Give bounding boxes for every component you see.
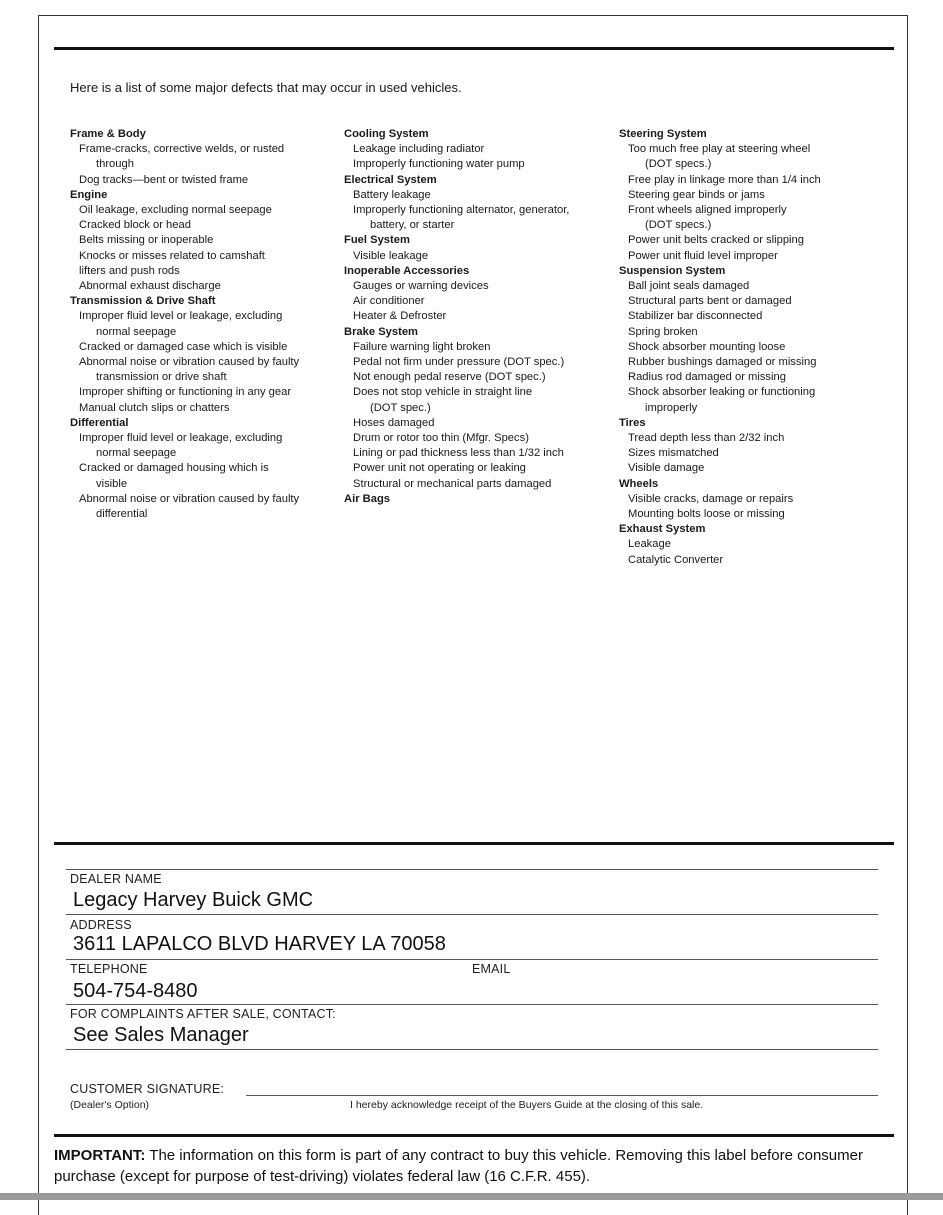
defect-item: Too much free play at steering wheel xyxy=(628,143,811,156)
defect-item: Heater & Defroster xyxy=(353,310,447,323)
defect-category-heading: Cooling System xyxy=(344,128,429,140)
defect-item: Frame-cracks, corrective welds, or rusted xyxy=(79,143,285,156)
defect-item: Belts missing or inoperable xyxy=(79,234,214,247)
defect-category-heading: Steering System xyxy=(619,128,707,140)
defect-item: Oil leakage, excluding normal seepage xyxy=(79,204,272,217)
defect-item: Leakage including radiator xyxy=(353,143,485,156)
defect-item: Free play in linkage more than 1/4 inch xyxy=(628,173,821,186)
defect-item: Manual clutch slips or chatters xyxy=(79,401,230,414)
signature-line[interactable] xyxy=(246,1095,878,1096)
defect-item: Shock absorber leaking or functioning xyxy=(628,386,816,399)
email-label: EMAIL xyxy=(472,962,511,976)
defect-item: Air conditioner xyxy=(353,295,425,308)
telephone-line xyxy=(66,1004,878,1005)
defect-item: Battery leakage xyxy=(353,188,431,201)
defect-item: Mounting bolts loose or missing xyxy=(628,508,785,521)
defect-item: Structural or mechanical parts damaged xyxy=(353,477,552,490)
defect-item: Failure warning light broken xyxy=(353,340,491,353)
defect-item: Dog tracks—bent or twisted frame xyxy=(79,173,249,186)
customer-signature-label: CUSTOMER SIGNATURE: xyxy=(70,1082,225,1096)
dealer-name-line xyxy=(66,914,878,915)
important-rule xyxy=(54,1134,894,1137)
defect-item: transmission or drive shaft xyxy=(96,371,227,384)
defect-item: Hoses damaged xyxy=(353,416,435,429)
defect-item: Shock absorber mounting loose xyxy=(628,340,786,353)
defect-category-heading: Brake System xyxy=(344,325,419,338)
complaints-label: FOR COMPLAINTS AFTER SALE, CONTACT: xyxy=(70,1007,336,1021)
defect-item: Improper fluid level or leakage, excluding xyxy=(79,310,283,323)
defect-item: Power unit not operating or leaking xyxy=(353,462,526,475)
defect-category-heading: Engine xyxy=(70,188,108,201)
defect-item: normal seepage xyxy=(96,325,177,338)
defect-item: Gauges or warning devices xyxy=(353,280,489,293)
telephone-label: TELEPHONE xyxy=(70,962,148,976)
defect-item: Improperly functioning alternator, generator, xyxy=(353,204,570,217)
defect-item: battery, or starter xyxy=(370,219,455,232)
defect-item: lifters and push rods xyxy=(79,264,180,277)
defect-item: Radius rod damaged or missing xyxy=(628,371,786,384)
address-label: ADDRESS xyxy=(70,918,132,932)
important-text: The information on this form is part of any contract to buy this vehicle. Removing this label before consumer purchase (except for purpose of test-driving) violates federal law (16 C.F.R. 455). xyxy=(54,1147,863,1185)
defect-item: (DOT specs.) xyxy=(645,158,712,171)
bottom-scroll-edge xyxy=(0,1193,943,1200)
dealer-section-rule xyxy=(54,842,894,845)
defect-item: Power unit belts cracked or slipping xyxy=(628,234,804,247)
dealer-name-top-line xyxy=(66,869,878,870)
defect-item: Visible damage xyxy=(628,462,705,475)
defect-item: Abnormal exhaust discharge xyxy=(79,280,221,293)
defects-column-3 xyxy=(619,127,821,568)
defect-category-heading: Tires xyxy=(619,416,646,429)
defect-item: Cracked or damaged housing which is xyxy=(79,462,269,475)
defect-item: Improperly functioning water pump xyxy=(353,158,525,171)
complaints-value: See Sales Manager xyxy=(73,1024,249,1046)
defect-item: Pedal not firm under pressure (DOT spec.) xyxy=(353,356,565,369)
defect-category-heading: Exhaust System xyxy=(619,523,706,536)
defect-category-heading: Fuel System xyxy=(344,234,410,247)
acknowledgement-text: I hereby acknowledge receipt of the Buyers Guide at the closing of this sale. xyxy=(350,1099,704,1111)
defect-item: Knocks or misses related to camshaft xyxy=(79,249,265,262)
defect-item: visible xyxy=(96,477,128,490)
address-line xyxy=(66,959,878,960)
defect-category-heading: Air Bags xyxy=(344,492,391,505)
defect-category-heading: Inoperable Accessories xyxy=(344,264,470,277)
defect-category-heading: Electrical System xyxy=(344,173,437,186)
defect-item: Abnormal noise or vibration caused by faulty xyxy=(79,492,300,505)
defect-item: Rubber bushings damaged or missing xyxy=(628,356,817,369)
address-value: 3611 LAPALCO BLVD HARVEY LA 70058 xyxy=(73,933,446,955)
defect-item: Does not stop vehicle in straight line xyxy=(353,386,533,399)
defect-item: Steering gear binds or jams xyxy=(628,188,765,201)
defect-item: Improper shifting or functioning in any gear xyxy=(79,386,292,399)
top-rule xyxy=(54,47,894,50)
defect-item: Not enough pedal reserve (DOT spec.) xyxy=(353,371,546,384)
defect-category-heading: Suspension System xyxy=(619,264,726,277)
defect-item: Abnormal noise or vibration caused by faulty xyxy=(79,356,300,369)
defect-item: Structural parts bent or damaged xyxy=(628,295,792,308)
defect-item: Cracked or damaged case which is visible xyxy=(79,340,288,353)
defect-item: Cracked block or head xyxy=(79,219,191,232)
defect-item: Catalytic Converter xyxy=(628,553,724,566)
important-notice xyxy=(54,1145,894,1187)
defect-item: Lining or pad thickness less than 1/32 inch xyxy=(353,447,564,460)
defects-column-2 xyxy=(344,127,569,507)
defect-item: Tread depth less than 2/32 inch xyxy=(628,432,785,445)
important-lead: IMPORTANT: xyxy=(54,1147,146,1164)
defect-category-heading: Wheels xyxy=(619,477,659,490)
dealer-name-value: Legacy Harvey Buick GMC xyxy=(73,889,314,911)
defect-category-heading: Transmission & Drive Shaft xyxy=(70,295,216,308)
defect-item: Drum or rotor too thin (Mfgr. Specs) xyxy=(353,432,529,445)
complaints-line xyxy=(66,1049,878,1050)
defect-item: Visible cracks, damage or repairs xyxy=(628,492,794,505)
defect-item: Stabilizer bar disconnected xyxy=(628,310,763,323)
defect-item: improperly xyxy=(645,401,698,414)
defect-item: (DOT specs.) xyxy=(645,219,712,232)
defects-column-1 xyxy=(70,127,299,522)
defect-item: Leakage xyxy=(628,538,671,551)
defect-category-heading: Frame & Body xyxy=(70,128,146,140)
defect-item: Power unit fluid level improper xyxy=(628,249,778,262)
defect-item: Spring broken xyxy=(628,325,698,338)
defect-item: Visible leakage xyxy=(353,249,429,262)
defect-item: Improper fluid level or leakage, excluding xyxy=(79,432,283,445)
defect-item: Sizes mismatched xyxy=(628,447,719,460)
defect-item: Front wheels aligned improperly xyxy=(628,204,787,217)
dealer-option-note: (Dealer's Option) xyxy=(70,1099,150,1111)
defect-item: through xyxy=(96,158,134,171)
intro-text: Here is a list of some major defects that may occur in used vehicles. xyxy=(70,80,462,95)
defect-item: Ball joint seals damaged xyxy=(628,280,750,293)
defect-category-heading: Differential xyxy=(70,416,129,429)
dealer-name-label: DEALER NAME xyxy=(70,872,162,886)
defect-item: differential xyxy=(96,508,148,521)
defect-item: normal seepage xyxy=(96,447,177,460)
telephone-value: 504-754-8480 xyxy=(73,980,198,1002)
defect-item: (DOT spec.) xyxy=(370,401,431,414)
